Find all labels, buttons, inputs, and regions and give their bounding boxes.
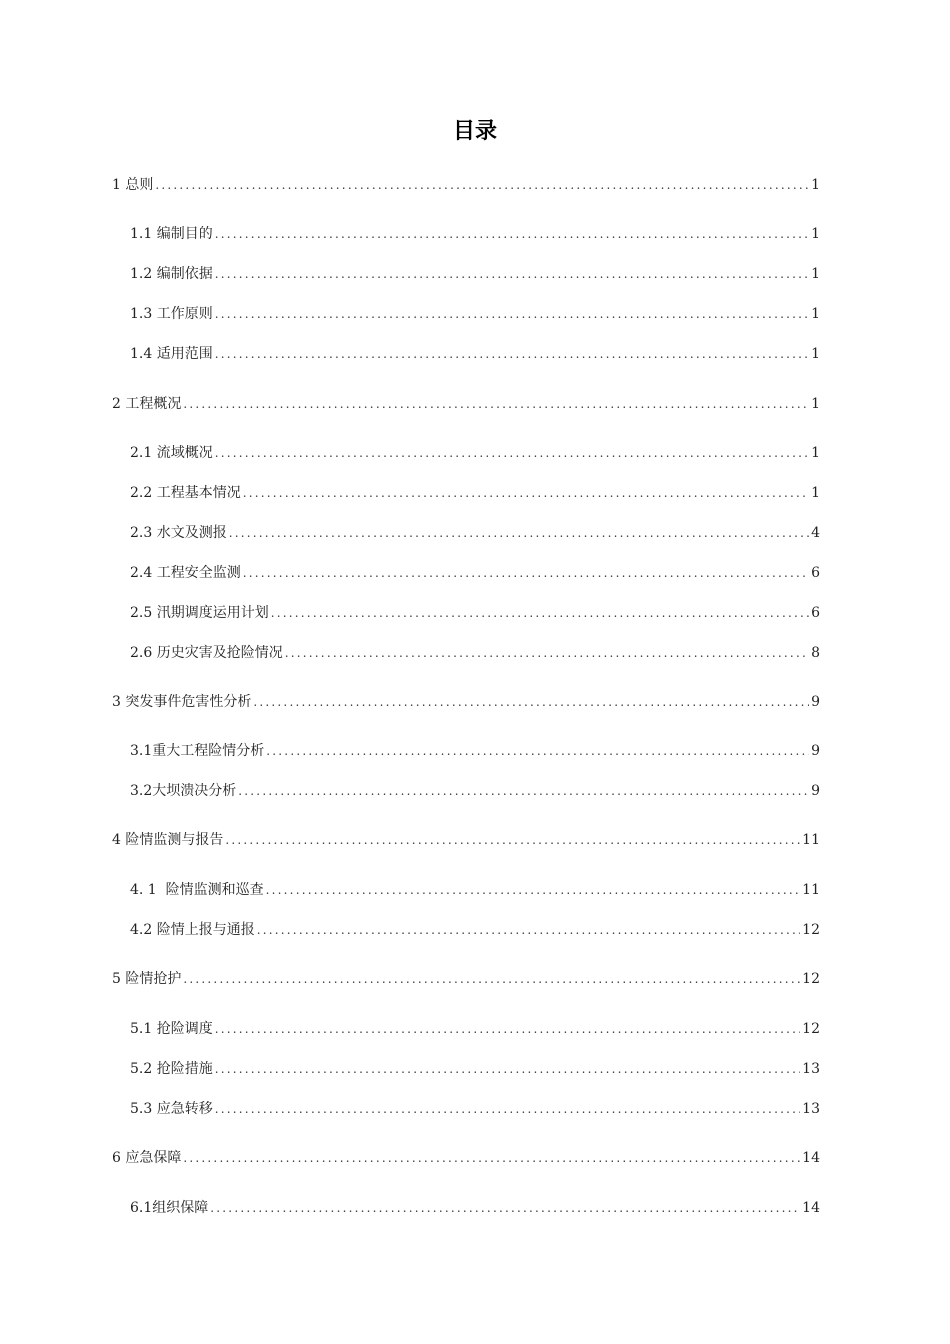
toc-dot-leader [215, 264, 809, 284]
toc-entry-page: 14 [802, 1200, 820, 1216]
toc-entry-page: 12 [802, 971, 820, 987]
toc-dot-leader [210, 1198, 800, 1218]
toc-entry-label: 2 工程概况 [112, 396, 182, 412]
toc-entry[interactable] [130, 304, 820, 324]
toc-entry-page: 9 [811, 783, 820, 799]
toc-entry[interactable] [130, 344, 820, 364]
toc-entry[interactable] [112, 1148, 820, 1168]
toc-dot-leader [183, 1148, 800, 1168]
toc-entry[interactable] [112, 692, 820, 712]
toc-entry[interactable] [130, 443, 820, 463]
toc-dot-leader [229, 523, 809, 543]
toc-entry[interactable] [130, 880, 820, 900]
toc-entry-page: 13 [802, 1101, 820, 1117]
toc-entry-label: 3.1重大工程险情分析 [130, 743, 265, 759]
toc-dot-leader [215, 224, 809, 244]
toc-entry-label: 4.2 险情上报与通报 [130, 922, 255, 938]
toc-entry[interactable] [130, 264, 820, 284]
toc-entry-page: 6 [811, 605, 820, 621]
toc-entry[interactable] [130, 523, 820, 543]
toc-entry-label: 5.1 抢险调度 [130, 1021, 213, 1037]
toc-dot-leader [215, 304, 809, 324]
toc-entry-page: 1 [811, 177, 820, 193]
toc-entry-label: 2.5 汛期调度运用计划 [130, 605, 269, 621]
toc-dot-leader [215, 443, 809, 463]
toc-entry-page: 1 [811, 485, 820, 501]
toc-dot-leader [225, 830, 800, 850]
toc-entry-label: 5.2 抢险措施 [130, 1061, 213, 1077]
toc-entry-page: 1 [811, 346, 820, 362]
toc-entry-label: 3 突发事件危害性分析 [112, 694, 252, 710]
toc-dot-leader [215, 344, 809, 364]
toc-entry[interactable] [112, 175, 820, 195]
toc-entry[interactable] [112, 830, 820, 850]
toc-entry[interactable] [130, 563, 820, 583]
toc-entry-label: 1.2 编制依据 [130, 266, 213, 282]
toc-dot-leader [215, 1099, 800, 1119]
toc-dot-leader [243, 483, 809, 503]
toc-entry[interactable] [112, 969, 820, 989]
toc-dot-leader [238, 781, 809, 801]
toc-entry-page: 11 [802, 832, 820, 848]
toc-entry-page: 11 [802, 882, 820, 898]
toc-entry-page: 4 [811, 525, 820, 541]
toc-dot-leader [215, 1019, 800, 1039]
toc-entry[interactable] [130, 643, 820, 663]
toc-entry[interactable] [130, 1019, 820, 1039]
toc-entry[interactable] [130, 1099, 820, 1119]
toc-entry-label: 1.4 适用范围 [130, 346, 213, 362]
toc-dot-leader [243, 563, 809, 583]
toc-entry-label: 2.1 流域概况 [130, 445, 213, 461]
toc-entry-page: 1 [811, 226, 820, 242]
toc-entry-label: 2.3 水文及测报 [130, 525, 227, 541]
toc-entry[interactable] [130, 741, 820, 761]
toc-entry-page: 1 [811, 306, 820, 322]
toc-entry-label: 5 险情抢护 [112, 971, 182, 987]
toc-entry-page: 9 [811, 694, 820, 710]
toc-entry[interactable] [130, 1059, 820, 1079]
toc-dot-leader [285, 643, 809, 663]
toc-entry-page: 1 [811, 266, 820, 282]
toc-entry-label: 5.3 应急转移 [130, 1101, 213, 1117]
toc-entry-label: 6 应急保障 [112, 1150, 182, 1166]
toc-entry-page: 1 [811, 445, 820, 461]
toc-entry[interactable] [130, 603, 820, 623]
toc-dot-leader [183, 394, 809, 414]
toc-dot-leader [253, 692, 809, 712]
toc-entry-label: 1.3 工作原则 [130, 306, 213, 322]
toc-entry-label: 3.2大坝溃决分析 [130, 783, 237, 799]
toc-entry-page: 13 [802, 1061, 820, 1077]
toc-entry[interactable] [130, 483, 820, 503]
toc-entry[interactable] [130, 781, 820, 801]
toc-dot-leader [155, 175, 809, 195]
toc-entry-label: 6.1组织保障 [130, 1200, 209, 1216]
toc-entry-label: 4 险情监测与报告 [112, 832, 224, 848]
toc-dot-leader [266, 741, 809, 761]
toc-entry-page: 6 [811, 565, 820, 581]
toc-dot-leader [215, 1059, 800, 1079]
toc-entry[interactable] [130, 224, 820, 244]
toc-entry-page: 12 [802, 1021, 820, 1037]
toc-entry[interactable] [130, 1198, 820, 1218]
toc-entry-page: 8 [811, 645, 820, 661]
toc-entry-page: 1 [811, 396, 820, 412]
toc-entry-label: 4. 1 险情监测和巡查 [130, 882, 264, 898]
toc-dot-leader [183, 969, 800, 989]
toc-entry-label: 2.4 工程安全监测 [130, 565, 241, 581]
toc-entry-label: 1.1 编制目的 [130, 226, 213, 242]
toc-entry-page: 14 [802, 1150, 820, 1166]
toc-entry[interactable] [130, 920, 820, 940]
toc-dot-leader [257, 920, 800, 940]
toc-entry-label: 2.6 历史灾害及抢险情况 [130, 645, 283, 661]
toc-entry-label: 2.2 工程基本情况 [130, 485, 241, 501]
toc-entry-page: 12 [802, 922, 820, 938]
toc-entry-page: 9 [811, 743, 820, 759]
toc-title: 目录 [452, 119, 497, 144]
toc-entry-label: 1 总则 [112, 177, 154, 193]
toc-entry[interactable] [112, 394, 820, 414]
toc-dot-leader [266, 880, 801, 900]
toc-dot-leader [271, 603, 809, 623]
